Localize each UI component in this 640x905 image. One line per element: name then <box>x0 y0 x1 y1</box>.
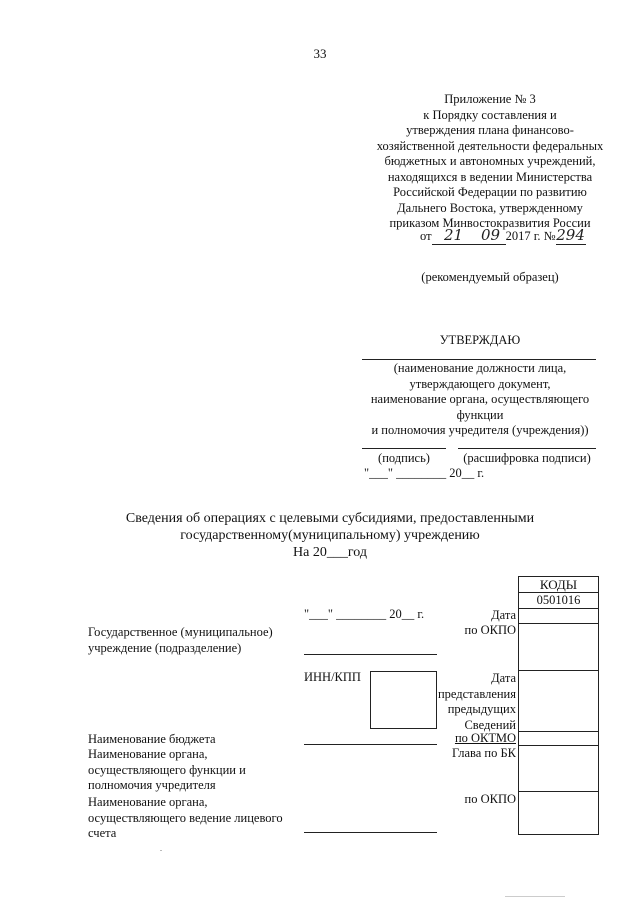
founder-label: Наименование органа, осуществляющего функции и полномочия учредителя <box>88 747 246 792</box>
order-date-prefix: от <box>420 229 432 243</box>
appendix-block <box>340 92 640 232</box>
position-caption: наименование органа, осуществляющего <box>370 392 590 406</box>
decryption-label: (расшифровка подписи) <box>463 451 591 465</box>
okpo-label-2: по ОКПО <box>464 792 516 806</box>
inn-kpp-box[interactable] <box>370 671 437 729</box>
codes-divider <box>518 670 599 671</box>
appendix-line: приказом Минвостокразвития России <box>389 216 591 230</box>
position-caption: функции <box>456 407 504 422</box>
title-line: государственному(муниципальному) учреждению <box>180 528 480 543</box>
page-number: 33 <box>313 46 327 61</box>
budget-label: Наименование бюджета <box>88 732 216 746</box>
prev-date-line: Сведений <box>464 717 516 732</box>
codes-divider <box>518 745 599 746</box>
codes-divider <box>518 623 599 624</box>
codes-divider <box>518 608 599 609</box>
appendix-line: утверждения плана финансово- <box>406 123 574 137</box>
recommended-sample: (рекомендуемый образец) <box>421 270 559 284</box>
account-line <box>304 832 437 833</box>
approve-position <box>350 361 610 439</box>
appendix-line: находящихся в ведении Министерства <box>387 169 593 184</box>
oktmo-label: по ОКТМО <box>454 731 516 745</box>
account-label: Наименование органа, осуществляющего ведение лицевого счета <box>88 795 283 840</box>
appendix-line: Российской Федерации по развитию <box>393 185 587 199</box>
signature-line <box>362 448 446 449</box>
order-date-line <box>420 228 620 245</box>
approve-date-line: "___" ________ 20__ г. <box>364 466 485 480</box>
position-caption: и полномочия учредителя (учреждения)) <box>371 423 589 437</box>
inn-kpp-label: ИНН/КПП <box>304 670 361 684</box>
appendix-line: к Порядку составления и <box>423 107 557 122</box>
handwritten-order-number: 294 <box>556 226 585 244</box>
okpo-label: по ОКПО <box>464 623 516 637</box>
codes-column <box>518 576 599 835</box>
signature-label: (подпись) <box>378 451 430 465</box>
position-caption: утверждающего документ, <box>409 376 551 391</box>
document-title <box>60 510 600 561</box>
handwritten-month: 09 <box>476 228 506 245</box>
appendix-line: Дальнего Востока, утвержденному <box>397 200 583 215</box>
decryption-line <box>458 448 596 449</box>
institution-label: Государственное (муниципальное) учреждение (подразделение) <box>88 625 273 655</box>
glava-bk-label: Глава по БК <box>451 746 516 760</box>
prev-date-line: предыдущих <box>447 702 516 716</box>
appendix-line: хозяйственной деятельности федеральных <box>376 138 604 153</box>
codes-header: КОДЫ <box>539 577 578 592</box>
order-year: 2017 г. № <box>505 229 556 243</box>
appendix-line: Приложение № 3 <box>444 92 536 106</box>
position-line <box>362 359 596 360</box>
scan-mark <box>505 896 565 897</box>
prev-date-line: представления <box>437 686 516 701</box>
scan-mark <box>160 850 162 851</box>
codes-divider <box>518 731 599 732</box>
approve-title: УТВЕРЖДАЮ <box>439 333 521 347</box>
form-code: 0501016 <box>536 593 581 607</box>
position-caption: (наименование должности лица, <box>393 361 567 375</box>
codes-divider <box>518 791 599 792</box>
institution-line <box>304 654 437 655</box>
date-label: Дата <box>491 608 516 622</box>
handwritten-day: 21 <box>432 228 476 245</box>
budget-line <box>304 744 437 745</box>
title-line: На 20___год <box>293 545 367 560</box>
form-date-line: "___" ________ 20__ г. <box>304 607 425 621</box>
title-line: Сведения об операциях с целевыми субсидиями, предоставленными <box>125 511 535 526</box>
prev-date-line: Дата <box>491 671 516 685</box>
appendix-line: бюджетных и автономных учреждений, <box>384 154 596 168</box>
